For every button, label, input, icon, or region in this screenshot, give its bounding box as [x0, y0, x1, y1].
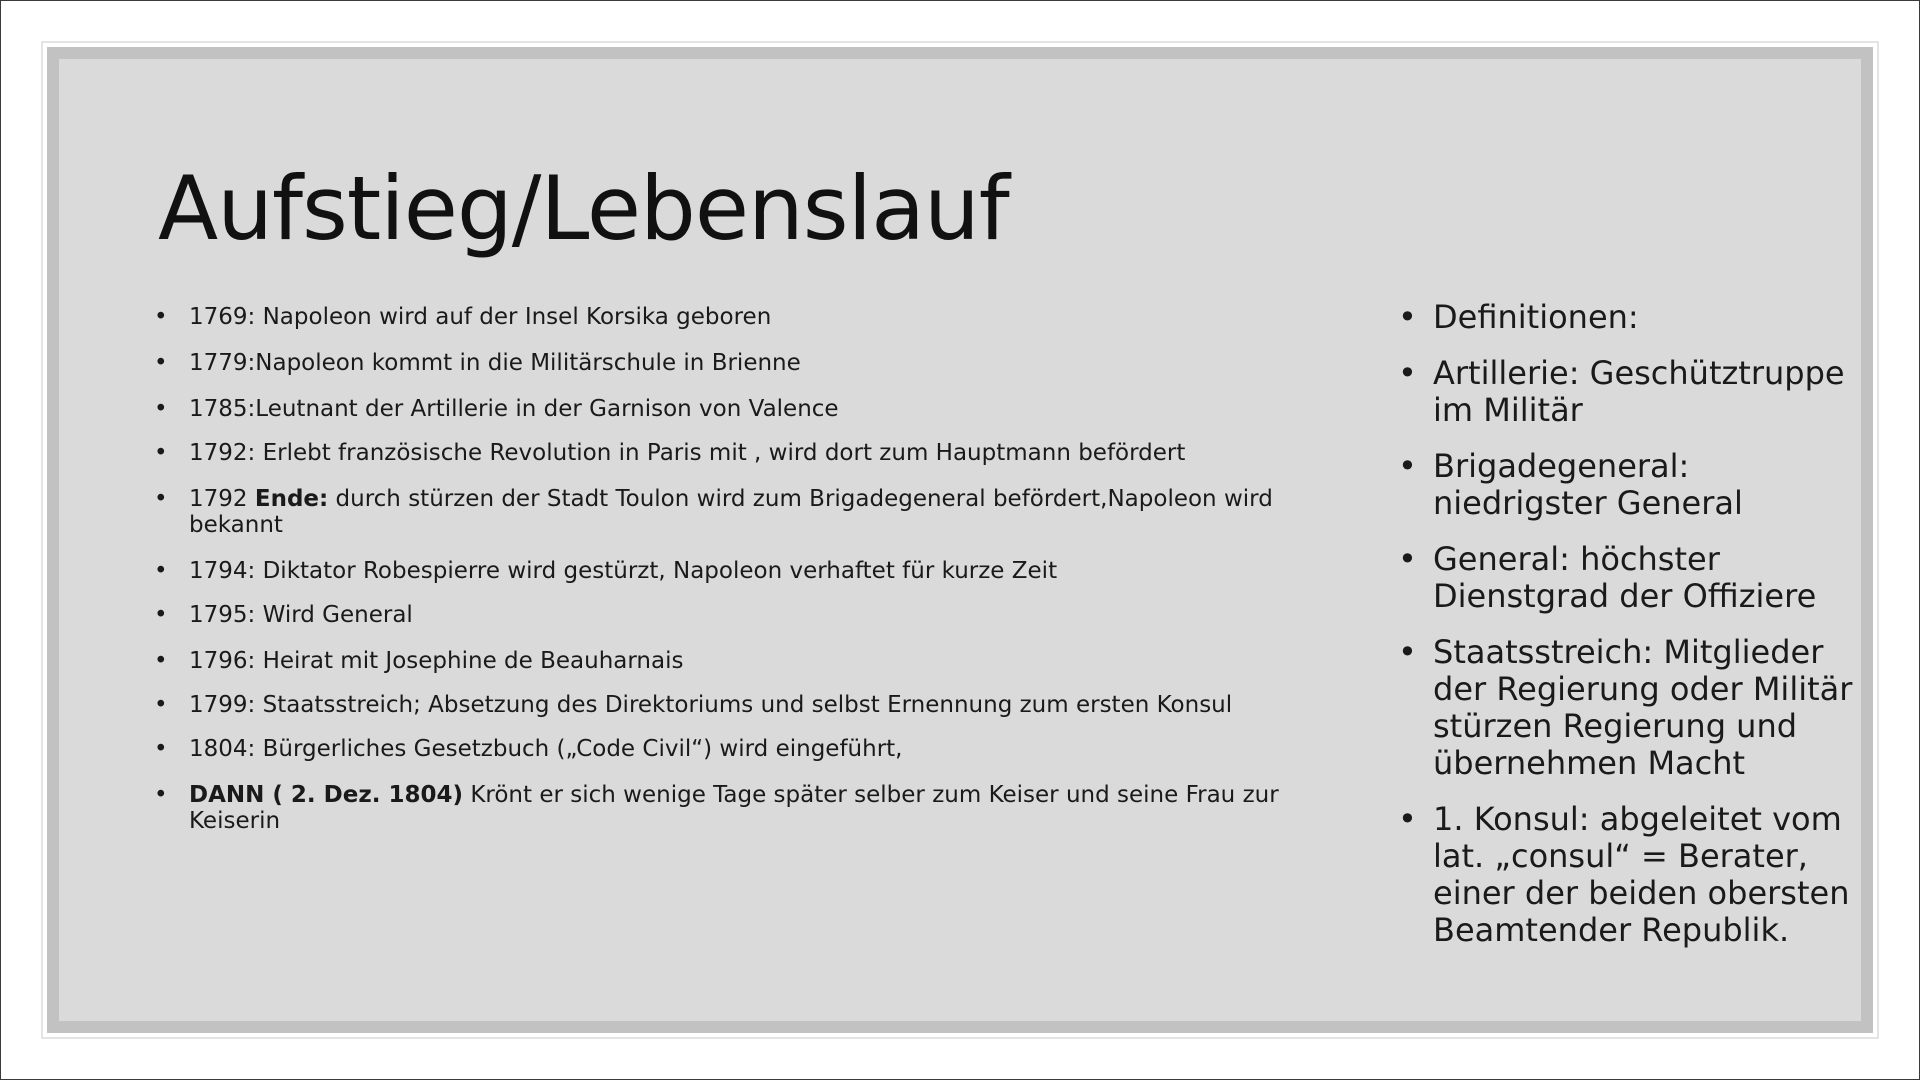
bullet-icon: • [154, 782, 168, 808]
timeline-item [154, 486, 1304, 538]
bullet-icon: • [1398, 540, 1417, 578]
timeline-item [154, 782, 1304, 834]
definition-item [1398, 541, 1853, 615]
definitions-heading [1398, 299, 1853, 336]
definition-item [1398, 448, 1853, 522]
definition-item [1398, 801, 1853, 949]
slide [47, 47, 1873, 1033]
timeline-item-text: 1799: Staatsstreich; Absetzung des Direktoriums und selbst Ernennung zum ersten Konsul [189, 692, 1233, 718]
definition-text: 1. Konsul: abgeleitet vom lat. „consul“ = Berater, einer der beiden obersten Beamtender Republik. [1433, 800, 1850, 949]
timeline-item-bold: DANN ( 2. Dez. 1804) [189, 782, 464, 808]
timeline-item-text: 1785:Leutnant der Artillerie in der Garnison von Valence [189, 396, 839, 422]
timeline-item [154, 396, 1304, 422]
bullet-icon: • [1398, 447, 1417, 485]
timeline-item-text: 1792: Erlebt französische Revolution in Paris mit , wird dort zum Hauptmann befördert [189, 440, 1186, 466]
definition-item [1398, 634, 1853, 782]
definition-text: Artillerie: Geschütztruppe im Militär [1433, 354, 1845, 429]
bullet-icon: • [1398, 354, 1417, 392]
bullet-icon: • [1398, 800, 1417, 838]
timeline-item-text: durch stürzen der Stadt Toulon wird zum Brigadegeneral befördert,Napoleon wird bekannt [189, 486, 1273, 538]
timeline-item-text: Krönt er sich wenige Tage später selber zum Keiser und seine Frau zur Keiserin [189, 782, 1279, 834]
bullet-icon: • [154, 304, 168, 330]
timeline-item-text: 1795: Wird General [189, 602, 413, 628]
timeline-item-prefix: 1792 [189, 486, 255, 512]
timeline-item-text: 1779:Napoleon kommt in die Militärschule in Brienne [189, 350, 801, 376]
bullet-icon: • [154, 692, 168, 718]
timeline-item [154, 440, 1304, 466]
definition-text: Definitionen: [1433, 298, 1639, 336]
timeline-item [154, 736, 1304, 762]
bullet-icon: • [154, 350, 168, 376]
slide-content-area [59, 59, 1861, 1021]
timeline-item [154, 602, 1304, 628]
bullet-icon: • [154, 648, 168, 674]
bullet-icon: • [154, 396, 168, 422]
bullet-icon: • [154, 440, 168, 466]
bullet-icon: • [154, 486, 168, 512]
bullet-icon: • [1398, 298, 1417, 336]
timeline-item-text: 1796: Heirat mit Josephine de Beauharnais [189, 648, 684, 674]
timeline-item-text: 1794: Diktator Robespierre wird gestürzt, Napoleon verhaftet für kurze Zeit [189, 558, 1058, 584]
definition-item [1398, 355, 1853, 429]
bullet-icon: • [154, 558, 168, 584]
bullet-icon: • [154, 602, 168, 628]
bullet-icon: • [1398, 633, 1417, 671]
timeline-item-text: 1769: Napoleon wird auf der Insel Korsika geboren [189, 304, 772, 330]
timeline-item [154, 558, 1304, 584]
definitions-list [1398, 299, 1853, 968]
slide-title: Aufstieg/Lebenslauf [158, 157, 1009, 260]
timeline-list [154, 304, 1304, 854]
timeline-item [154, 350, 1304, 376]
timeline-item [154, 304, 1304, 330]
timeline-item-text: 1804: Bürgerliches Gesetzbuch („Code Civil“) wird eingeführt, [189, 736, 903, 762]
timeline-item [154, 692, 1304, 718]
bullet-icon: • [154, 736, 168, 762]
timeline-item [154, 648, 1304, 674]
definition-text: Brigadegeneral: niedrigster General [1433, 447, 1743, 522]
definition-text: Staatsstreich: Mitglieder der Regierung oder Militär stürzen Regierung und übernehmen Macht [1433, 633, 1853, 782]
definition-text: General: höchster Dienstgrad der Offiziere [1433, 540, 1817, 615]
timeline-item-bold: Ende: [254, 486, 329, 512]
